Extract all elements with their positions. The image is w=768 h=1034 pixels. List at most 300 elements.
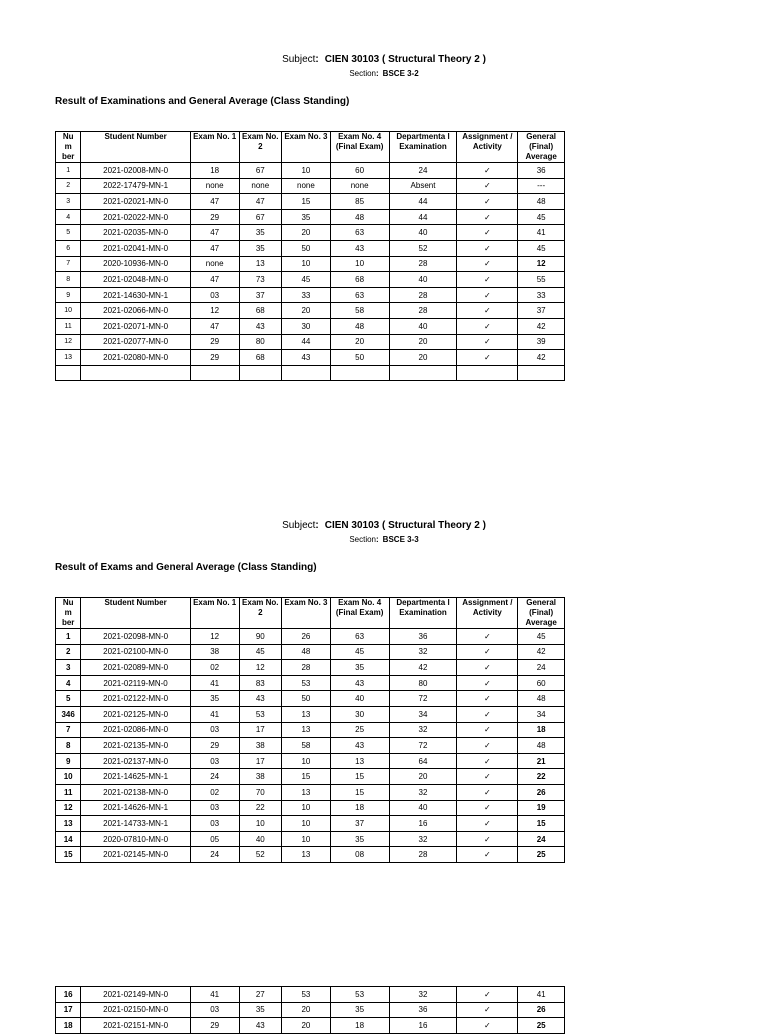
cell-departmental-exam: 36 [389,1002,457,1018]
cell-exam-4-final: 13 [330,753,389,769]
cell-exam-2: 83 [239,675,282,691]
cell-exam-4-final: 43 [330,738,389,754]
cell-exam-4-final: 08 [330,847,389,863]
cell-exam-1: 29 [190,1018,239,1034]
section-value: BSCE 3-3 [382,535,419,544]
cell-departmental-exam: 32 [389,784,457,800]
table-row [56,644,565,660]
column-header-exam-2: Exam No. 2 [239,598,282,629]
cell-general-average: 45 [518,629,565,645]
cell-departmental-exam: 28 [389,847,457,863]
cell-exam-2: 43 [239,691,282,707]
cell-num: 16 [56,987,81,1003]
cell-assignment-activity: ✓ [457,706,518,722]
cell-student-number: 2021-02098-MN-0 [81,629,191,645]
cell-departmental-exam: 32 [389,722,457,738]
cell-exam-4-final: 15 [330,769,389,785]
cell-assignment-activity: ✓ [457,831,518,847]
column-header-student-number: Student Number [81,132,191,163]
cell-general-average: 34 [518,706,565,722]
cell-num: 1 [56,163,81,179]
column-header-num: Nu m ber [56,598,81,629]
cell-exam-3: 45 [282,272,331,288]
cell-exam-3: 44 [282,334,331,350]
cell-assignment-activity: ✓ [457,272,518,288]
cell-general-average: 12 [518,256,565,272]
cell-exam-2: 70 [239,784,282,800]
subject-label: Subject [282,520,316,531]
table-row [56,256,565,272]
cell-exam-3: 35 [282,209,331,225]
cell-exam-2: 43 [239,1018,282,1034]
cell-exam-3: 50 [282,691,331,707]
cell-exam-1: 29 [190,350,239,366]
cell-student-number: 2022-17479-MN-1 [81,178,191,194]
cell-num: 14 [56,831,81,847]
cell-exam-2: 38 [239,769,282,785]
table-row [56,831,565,847]
cell-exam-4-final: 45 [330,644,389,660]
cell-student-number: 2021-02138-MN-0 [81,784,191,800]
cell-exam-2: 43 [239,318,282,334]
cell-exam-4-final: none [330,178,389,194]
cell-assignment-activity: ✓ [457,847,518,863]
cell-num: 8 [56,272,81,288]
cell-exam-3: 50 [282,240,331,256]
cell-student-number: 2021-02135-MN-0 [81,738,191,754]
cell-general-average: 48 [518,738,565,754]
cell-num: 13 [56,816,81,832]
cell-assignment-activity: ✓ [457,753,518,769]
cell-general-average: 45 [518,240,565,256]
cell-student-number: 2021-02080-MN-0 [81,350,191,366]
cell-exam-4-final: 18 [330,1018,389,1034]
cell-student-number: 2021-02008-MN-0 [81,163,191,179]
cell-exam-1: 03 [190,287,239,303]
cell-num: 10 [56,769,81,785]
cell-general-average: 39 [518,334,565,350]
cell-student-number: 2021-02022-MN-0 [81,209,191,225]
cell-exam-2: 12 [239,660,282,676]
cell-exam-4-final: 30 [330,706,389,722]
cell-exam-1: 03 [190,1002,239,1018]
cell-exam-2: 35 [239,225,282,241]
table-row [56,209,565,225]
cell-num [56,365,81,381]
section-label: Section [349,69,376,78]
cell-exam-4-final [330,365,389,381]
header-row [56,132,565,163]
cell-exam-1: 41 [190,987,239,1003]
cell-exam-2: 38 [239,738,282,754]
cell-exam-4-final: 48 [330,209,389,225]
subject-value: CIEN 30103 ( Structural Theory 2 ) [324,54,486,65]
column-header-exam-3: Exam No. 3 [282,132,331,163]
cell-departmental-exam: 28 [389,256,457,272]
cell-student-number: 2021-02041-MN-0 [81,240,191,256]
cell-exam-2: 80 [239,334,282,350]
cell-exam-1: 02 [190,660,239,676]
cell-exam-3: 20 [282,1002,331,1018]
table-row [56,240,565,256]
cell-exam-3: 20 [282,1018,331,1034]
cell-departmental-exam: 20 [389,334,457,350]
cell-departmental-exam: 52 [389,240,457,256]
cell-departmental-exam: 16 [389,1018,457,1034]
cell-student-number: 2021-14626-MN-1 [81,800,191,816]
cell-student-number: 2021-02077-MN-0 [81,334,191,350]
cell-exam-1: none [190,178,239,194]
cell-num: 4 [56,209,81,225]
cell-departmental-exam [389,365,457,381]
cell-departmental-exam: 44 [389,209,457,225]
cell-assignment-activity: ✓ [457,987,518,1003]
cell-departmental-exam: 24 [389,163,457,179]
cell-exam-2: 52 [239,847,282,863]
cell-assignment-activity: ✓ [457,800,518,816]
cell-general-average: 55 [518,272,565,288]
cell-general-average: 21 [518,753,565,769]
table-row [56,163,565,179]
cell-exam-1: 47 [190,194,239,210]
cell-num: 12 [56,334,81,350]
cell-exam-2: 22 [239,800,282,816]
cell-exam-4-final: 10 [330,256,389,272]
cell-num: 18 [56,1018,81,1034]
cell-student-number: 2021-02149-MN-0 [81,987,191,1003]
table-row [56,722,565,738]
cell-departmental-exam: 32 [389,644,457,660]
cell-exam-1: 29 [190,209,239,225]
cell-exam-3: 53 [282,987,331,1003]
grades-table-1 [55,131,565,381]
cell-exam-1: 18 [190,163,239,179]
cell-student-number: 2020-10936-MN-0 [81,256,191,272]
cell-exam-2: 13 [239,256,282,272]
cell-general-average: 48 [518,691,565,707]
cell-departmental-exam: 16 [389,816,457,832]
cell-exam-3: 43 [282,350,331,366]
cell-departmental-exam: 28 [389,287,457,303]
cell-exam-1: 03 [190,753,239,769]
cell-exam-4-final: 37 [330,816,389,832]
cell-assignment-activity: ✓ [457,738,518,754]
cell-num: 12 [56,800,81,816]
cell-departmental-exam: 36 [389,629,457,645]
column-header-exam-1: Exam No. 1 [190,132,239,163]
cell-num: 15 [56,847,81,863]
cell-exam-3: 28 [282,660,331,676]
table-row [56,753,565,769]
table-row [56,738,565,754]
cell-student-number: 2021-14630-MN-1 [81,287,191,303]
table-row [56,987,565,1003]
cell-assignment-activity: ✓ [457,722,518,738]
cell-departmental-exam: 40 [389,272,457,288]
cell-num: 9 [56,287,81,303]
cell-exam-3 [282,365,331,381]
cell-exam-1: none [190,256,239,272]
cell-exam-2: 40 [239,831,282,847]
table-row [56,225,565,241]
cell-departmental-exam: 32 [389,831,457,847]
cell-assignment-activity: ✓ [457,816,518,832]
cell-student-number: 2021-02151-MN-0 [81,1018,191,1034]
cell-assignment-activity: ✓ [457,334,518,350]
table-row [56,178,565,194]
column-header-num: Nu m ber [56,132,81,163]
cell-num: 3 [56,194,81,210]
cell-departmental-exam: 40 [389,800,457,816]
cell-num: 1 [56,629,81,645]
table-row [56,675,565,691]
cell-exam-3: 26 [282,629,331,645]
table-row [56,706,565,722]
cell-student-number: 2021-02122-MN-0 [81,691,191,707]
cell-exam-3: 53 [282,675,331,691]
cell-exam-1 [190,365,239,381]
cell-exam-3: 15 [282,194,331,210]
cell-assignment-activity: ✓ [457,256,518,272]
cell-assignment-activity [457,365,518,381]
cell-student-number: 2021-02100-MN-0 [81,644,191,660]
cell-exam-2: 90 [239,629,282,645]
cell-general-average: 42 [518,350,565,366]
cell-num: 5 [56,225,81,241]
cell-exam-2: 17 [239,753,282,769]
table-row [56,334,565,350]
column-header-departmental-exam: Departmenta l Examination [389,598,457,629]
table-row [56,272,565,288]
column-header-student-number: Student Number [81,598,191,629]
cell-exam-2: 27 [239,987,282,1003]
cell-general-average: 48 [518,194,565,210]
cell-num: 4 [56,675,81,691]
cell-exam-4-final: 43 [330,240,389,256]
cell-assignment-activity: ✓ [457,784,518,800]
section-line-2 [0,535,768,545]
cell-exam-1: 02 [190,784,239,800]
cell-num: 13 [56,350,81,366]
table-row [56,350,565,366]
column-header-assignment-activity: Assignment / Activity [457,132,518,163]
cell-departmental-exam: 42 [389,660,457,676]
cell-student-number: 2021-02145-MN-0 [81,847,191,863]
header-row [56,598,565,629]
cell-departmental-exam: 34 [389,706,457,722]
cell-exam-1: 03 [190,722,239,738]
grades-table-continued [55,986,565,1034]
cell-assignment-activity: ✓ [457,675,518,691]
cell-assignment-activity: ✓ [457,303,518,319]
cell-exam-3: none [282,178,331,194]
section-line-1 [0,69,768,79]
cell-assignment-activity: ✓ [457,1018,518,1034]
cell-general-average: 45 [518,209,565,225]
cell-exam-2: none [239,178,282,194]
cell-departmental-exam: 72 [389,691,457,707]
cell-student-number: 2021-14625-MN-1 [81,769,191,785]
cell-exam-4-final: 50 [330,350,389,366]
cell-exam-2: 37 [239,287,282,303]
cell-exam-4-final: 15 [330,784,389,800]
cell-general-average: 60 [518,675,565,691]
cell-exam-2: 67 [239,163,282,179]
cell-student-number: 2021-02086-MN-0 [81,722,191,738]
table-row [56,318,565,334]
cell-exam-1: 12 [190,303,239,319]
cell-general-average: 41 [518,987,565,1003]
cell-student-number: 2021-02066-MN-0 [81,303,191,319]
cell-exam-3: 48 [282,644,331,660]
cell-student-number: 2021-02089-MN-0 [81,660,191,676]
cell-assignment-activity: ✓ [457,240,518,256]
cell-exam-3: 10 [282,163,331,179]
table-row [56,847,565,863]
cell-exam-2 [239,365,282,381]
cell-student-number: 2020-07810-MN-0 [81,831,191,847]
section-colon: : [376,69,379,78]
table-row [56,629,565,645]
column-header-exam-1: Exam No. 1 [190,598,239,629]
cell-exam-2: 35 [239,240,282,256]
cell-student-number: 2021-02125-MN-0 [81,706,191,722]
cell-assignment-activity: ✓ [457,287,518,303]
cell-general-average: 19 [518,800,565,816]
cell-departmental-exam: 40 [389,225,457,241]
cell-exam-2: 68 [239,303,282,319]
cell-exam-2: 17 [239,722,282,738]
cell-departmental-exam: 80 [389,675,457,691]
cell-general-average: 26 [518,784,565,800]
cell-num: 9 [56,753,81,769]
cell-exam-1: 47 [190,240,239,256]
cell-general-average: 33 [518,287,565,303]
cell-exam-3: 10 [282,753,331,769]
cell-general-average: 24 [518,660,565,676]
cell-departmental-exam: Absent [389,178,457,194]
results-heading-2: Result of Exams and General Average (Class Standing) [55,562,317,573]
table-row [56,660,565,676]
subject-colon: : [315,54,319,65]
cell-exam-4-final: 35 [330,660,389,676]
cell-exam-4-final: 20 [330,334,389,350]
cell-departmental-exam: 32 [389,987,457,1003]
table-row [56,194,565,210]
cell-num: 7 [56,722,81,738]
cell-exam-2: 10 [239,816,282,832]
cell-exam-4-final: 43 [330,675,389,691]
cell-assignment-activity: ✓ [457,769,518,785]
cell-exam-1: 35 [190,691,239,707]
cell-exam-3: 10 [282,256,331,272]
cell-departmental-exam: 72 [389,738,457,754]
cell-num: 8 [56,738,81,754]
cell-exam-4-final: 48 [330,318,389,334]
column-header-general-average: General (Final) Average [518,598,565,629]
column-header-exam-4-final: Exam No. 4 (Final Exam) [330,598,389,629]
cell-exam-4-final: 63 [330,287,389,303]
cell-student-number: 2021-02150-MN-0 [81,1002,191,1018]
cell-num: 17 [56,1002,81,1018]
cell-exam-2: 67 [239,209,282,225]
table-row [56,1002,565,1018]
cell-exam-2: 73 [239,272,282,288]
cell-assignment-activity: ✓ [457,691,518,707]
cell-general-average: 36 [518,163,565,179]
cell-exam-1: 03 [190,816,239,832]
cell-student-number: 2021-02119-MN-0 [81,675,191,691]
cell-exam-4-final: 53 [330,987,389,1003]
cell-exam-4-final: 35 [330,1002,389,1018]
cell-exam-4-final: 85 [330,194,389,210]
table-row [56,784,565,800]
cell-general-average: 15 [518,816,565,832]
cell-num: 2 [56,644,81,660]
cell-exam-3: 13 [282,784,331,800]
cell-assignment-activity: ✓ [457,163,518,179]
cell-student-number: 2021-14733-MN-1 [81,816,191,832]
column-header-exam-4-final: Exam No. 4 (Final Exam) [330,132,389,163]
table-row [56,365,565,381]
section-value: BSCE 3-2 [382,69,419,78]
cell-student-number: 2021-02048-MN-0 [81,272,191,288]
cell-exam-3: 20 [282,303,331,319]
cell-num: 11 [56,318,81,334]
cell-assignment-activity: ✓ [457,225,518,241]
cell-exam-2: 68 [239,350,282,366]
column-header-exam-3: Exam No. 3 [282,598,331,629]
cell-departmental-exam: 20 [389,769,457,785]
table-row [56,769,565,785]
subject-label: Subject [282,54,316,65]
cell-exam-4-final: 25 [330,722,389,738]
cell-num: 10 [56,303,81,319]
cell-exam-3: 10 [282,816,331,832]
cell-departmental-exam: 28 [389,303,457,319]
cell-exam-1: 41 [190,706,239,722]
cell-exam-2: 35 [239,1002,282,1018]
cell-exam-4-final: 58 [330,303,389,319]
column-header-departmental-exam: Departmenta l Examination [389,132,457,163]
subject-line-1 [0,54,768,66]
cell-general-average: 25 [518,847,565,863]
cell-exam-1: 47 [190,225,239,241]
cell-general-average: 42 [518,318,565,334]
column-header-assignment-activity: Assignment / Activity [457,598,518,629]
cell-exam-4-final: 35 [330,831,389,847]
cell-assignment-activity: ✓ [457,318,518,334]
cell-general-average [518,365,565,381]
cell-assignment-activity: ✓ [457,209,518,225]
cell-exam-4-final: 18 [330,800,389,816]
cell-exam-3: 15 [282,769,331,785]
cell-exam-2: 53 [239,706,282,722]
cell-exam-4-final: 40 [330,691,389,707]
cell-exam-1: 29 [190,334,239,350]
section-label: Section [349,535,376,544]
table-row [56,800,565,816]
cell-exam-1: 29 [190,738,239,754]
section-colon: : [376,535,379,544]
cell-num: 7 [56,256,81,272]
cell-exam-1: 47 [190,318,239,334]
cell-general-average: 22 [518,769,565,785]
cell-exam-3: 33 [282,287,331,303]
table-row [56,816,565,832]
cell-exam-2: 47 [239,194,282,210]
cell-student-number: 2021-02035-MN-0 [81,225,191,241]
